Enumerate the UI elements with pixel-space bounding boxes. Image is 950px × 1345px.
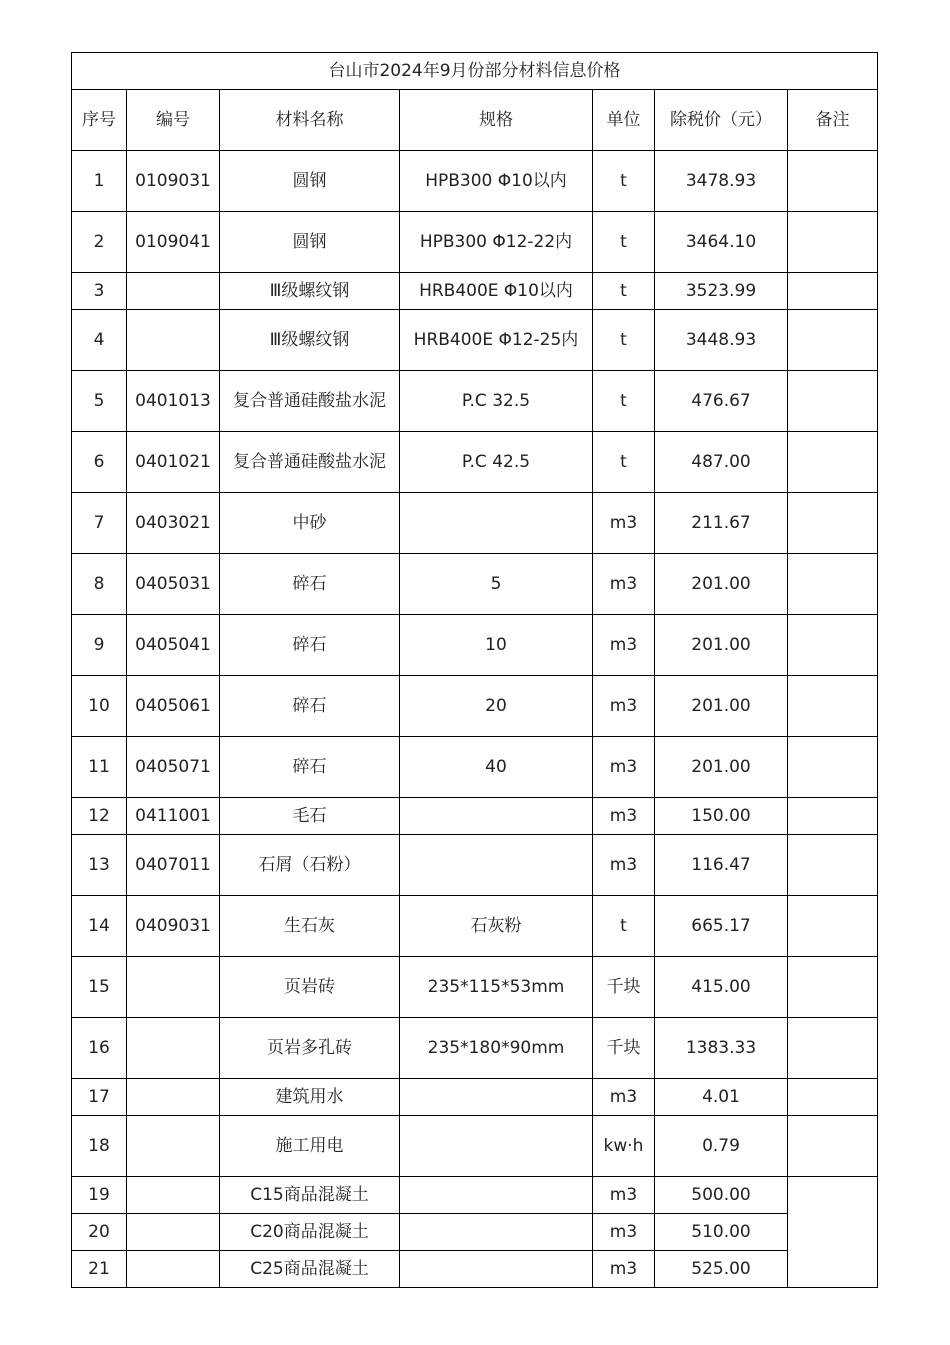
table-row	[72, 957, 878, 1018]
cell-code	[127, 957, 220, 1018]
cell-name: C15商品混凝土	[220, 1177, 400, 1214]
cell-code	[127, 1116, 220, 1177]
cell-name: 圆钢	[220, 212, 400, 273]
cell-name: 碎石	[220, 676, 400, 737]
cell-seq: 14	[72, 896, 127, 957]
cell-spec: 5	[400, 554, 593, 615]
cell-name: 施工用电	[220, 1116, 400, 1177]
table-title: 台山市2024年9月份部分材料信息价格	[72, 53, 878, 90]
cell-seq: 2	[72, 212, 127, 273]
cell-spec: HPB300 Φ10以内	[400, 151, 593, 212]
header-unit: 单位	[593, 90, 655, 151]
cell-seq: 6	[72, 432, 127, 493]
header-row	[72, 90, 878, 151]
cell-price: 116.47	[655, 835, 788, 896]
cell-price: 3523.99	[655, 273, 788, 310]
cell-note	[788, 798, 878, 835]
cell-spec: HPB300 Φ12-22内	[400, 212, 593, 273]
cell-price: 3464.10	[655, 212, 788, 273]
cell-spec: 235*180*90mm	[400, 1018, 593, 1079]
cell-note	[788, 151, 878, 212]
cell-unit: m3	[593, 554, 655, 615]
cell-price: 3478.93	[655, 151, 788, 212]
table-row	[72, 615, 878, 676]
cell-note	[788, 1116, 878, 1177]
cell-seq: 15	[72, 957, 127, 1018]
cell-code	[127, 1214, 220, 1251]
cell-note	[788, 212, 878, 273]
cell-name: Ⅲ级螺纹钢	[220, 310, 400, 371]
cell-code	[127, 1177, 220, 1214]
cell-code: 0109031	[127, 151, 220, 212]
cell-code: 0409031	[127, 896, 220, 957]
cell-unit: t	[593, 212, 655, 273]
table-row	[72, 493, 878, 554]
cell-seq: 7	[72, 493, 127, 554]
cell-code: 0411001	[127, 798, 220, 835]
header-seq: 序号	[72, 90, 127, 151]
cell-spec	[400, 1116, 593, 1177]
cell-spec	[400, 1214, 593, 1251]
cell-seq: 13	[72, 835, 127, 896]
cell-note	[788, 273, 878, 310]
cell-spec: 20	[400, 676, 593, 737]
cell-note	[788, 896, 878, 957]
cell-spec: 石灰粉	[400, 896, 593, 957]
cell-code	[127, 310, 220, 371]
cell-note	[788, 432, 878, 493]
cell-code: 0401021	[127, 432, 220, 493]
cell-name: 碎石	[220, 737, 400, 798]
cell-price: 3448.93	[655, 310, 788, 371]
cell-spec	[400, 798, 593, 835]
cell-seq: 18	[72, 1116, 127, 1177]
cell-code: 0405041	[127, 615, 220, 676]
cell-note	[788, 957, 878, 1018]
cell-price: 500.00	[655, 1177, 788, 1214]
table-row	[72, 1116, 878, 1177]
cell-note	[788, 1079, 878, 1116]
cell-unit: m3	[593, 1214, 655, 1251]
cell-name: 碎石	[220, 554, 400, 615]
cell-price: 0.79	[655, 1116, 788, 1177]
cell-note	[788, 615, 878, 676]
cell-unit: m3	[593, 493, 655, 554]
cell-price: 415.00	[655, 957, 788, 1018]
cell-spec: P.C 32.5	[400, 371, 593, 432]
header-note: 备注	[788, 90, 878, 151]
cell-spec: HRB400E Φ10以内	[400, 273, 593, 310]
cell-note	[788, 835, 878, 896]
table-row	[72, 273, 878, 310]
cell-code: 0405031	[127, 554, 220, 615]
cell-note	[788, 737, 878, 798]
table-row	[72, 1018, 878, 1079]
header-price: 除税价（元）	[655, 90, 788, 151]
cell-price: 476.67	[655, 371, 788, 432]
table-row	[72, 310, 878, 371]
cell-unit: t	[593, 432, 655, 493]
cell-price: 201.00	[655, 615, 788, 676]
cell-seq: 21	[72, 1251, 127, 1288]
cell-name: 复合普通硅酸盐水泥	[220, 371, 400, 432]
cell-unit: t	[593, 273, 655, 310]
cell-unit: m3	[593, 835, 655, 896]
cell-name: 生石灰	[220, 896, 400, 957]
table-row	[72, 1214, 878, 1251]
cell-price: 487.00	[655, 432, 788, 493]
table-row	[72, 212, 878, 273]
cell-price: 665.17	[655, 896, 788, 957]
cell-price: 201.00	[655, 737, 788, 798]
table-row	[72, 1079, 878, 1116]
header-spec: 规格	[400, 90, 593, 151]
cell-seq: 20	[72, 1214, 127, 1251]
cell-name: 碎石	[220, 615, 400, 676]
cell-unit: m3	[593, 615, 655, 676]
cell-note	[788, 1018, 878, 1079]
cell-code	[127, 1079, 220, 1116]
cell-code	[127, 1251, 220, 1288]
cell-unit: m3	[593, 798, 655, 835]
price-table	[71, 52, 878, 1288]
cell-name: Ⅲ级螺纹钢	[220, 273, 400, 310]
cell-unit: t	[593, 151, 655, 212]
cell-code: 0405071	[127, 737, 220, 798]
cell-code	[127, 1018, 220, 1079]
cell-name: 建筑用水	[220, 1079, 400, 1116]
cell-code	[127, 273, 220, 310]
cell-spec: 10	[400, 615, 593, 676]
cell-unit: 千块	[593, 957, 655, 1018]
cell-unit: m3	[593, 1079, 655, 1116]
cell-price: 1383.33	[655, 1018, 788, 1079]
table-row	[72, 151, 878, 212]
cell-note	[788, 676, 878, 737]
cell-code: 0109041	[127, 212, 220, 273]
cell-unit: m3	[593, 676, 655, 737]
cell-price: 510.00	[655, 1214, 788, 1251]
cell-unit: t	[593, 896, 655, 957]
cell-name: C25商品混凝土	[220, 1251, 400, 1288]
cell-name: 圆钢	[220, 151, 400, 212]
cell-unit: 千块	[593, 1018, 655, 1079]
table-row	[72, 676, 878, 737]
cell-name: 石屑（石粉）	[220, 835, 400, 896]
cell-note	[788, 493, 878, 554]
cell-note	[788, 371, 878, 432]
cell-price: 211.67	[655, 493, 788, 554]
cell-seq: 16	[72, 1018, 127, 1079]
table-row	[72, 554, 878, 615]
table-row	[72, 1251, 878, 1288]
cell-spec	[400, 1251, 593, 1288]
table-row	[72, 432, 878, 493]
cell-price: 4.01	[655, 1079, 788, 1116]
cell-unit: m3	[593, 737, 655, 798]
table-row	[72, 371, 878, 432]
table-row	[72, 835, 878, 896]
cell-spec: HRB400E Φ12-25内	[400, 310, 593, 371]
cell-spec: P.C 42.5	[400, 432, 593, 493]
cell-price: 150.00	[655, 798, 788, 835]
cell-note	[788, 1177, 878, 1288]
cell-unit: t	[593, 371, 655, 432]
cell-seq: 19	[72, 1177, 127, 1214]
cell-seq: 4	[72, 310, 127, 371]
cell-seq: 3	[72, 273, 127, 310]
cell-name: 毛石	[220, 798, 400, 835]
cell-unit: m3	[593, 1251, 655, 1288]
cell-code: 0403021	[127, 493, 220, 554]
cell-unit: kw·h	[593, 1116, 655, 1177]
cell-name: C20商品混凝土	[220, 1214, 400, 1251]
cell-seq: 5	[72, 371, 127, 432]
cell-seq: 9	[72, 615, 127, 676]
cell-seq: 12	[72, 798, 127, 835]
cell-spec	[400, 493, 593, 554]
cell-name: 页岩多孔砖	[220, 1018, 400, 1079]
table-row	[72, 737, 878, 798]
cell-code: 0407011	[127, 835, 220, 896]
cell-note	[788, 310, 878, 371]
cell-name: 复合普通硅酸盐水泥	[220, 432, 400, 493]
header-code: 编号	[127, 90, 220, 151]
table-row	[72, 896, 878, 957]
cell-price: 201.00	[655, 554, 788, 615]
table-row	[72, 1177, 878, 1214]
cell-spec: 40	[400, 737, 593, 798]
cell-price: 525.00	[655, 1251, 788, 1288]
cell-seq: 8	[72, 554, 127, 615]
cell-unit: m3	[593, 1177, 655, 1214]
cell-spec	[400, 1079, 593, 1116]
cell-note	[788, 554, 878, 615]
cell-price: 201.00	[655, 676, 788, 737]
table-row	[72, 798, 878, 835]
header-name: 材料名称	[220, 90, 400, 151]
cell-code: 0401013	[127, 371, 220, 432]
cell-seq: 17	[72, 1079, 127, 1116]
cell-name: 页岩砖	[220, 957, 400, 1018]
cell-name: 中砂	[220, 493, 400, 554]
cell-code: 0405061	[127, 676, 220, 737]
cell-spec	[400, 1177, 593, 1214]
cell-spec: 235*115*53mm	[400, 957, 593, 1018]
cell-unit: t	[593, 310, 655, 371]
title-row	[72, 53, 878, 90]
cell-seq: 10	[72, 676, 127, 737]
cell-spec	[400, 835, 593, 896]
cell-seq: 1	[72, 151, 127, 212]
cell-seq: 11	[72, 737, 127, 798]
